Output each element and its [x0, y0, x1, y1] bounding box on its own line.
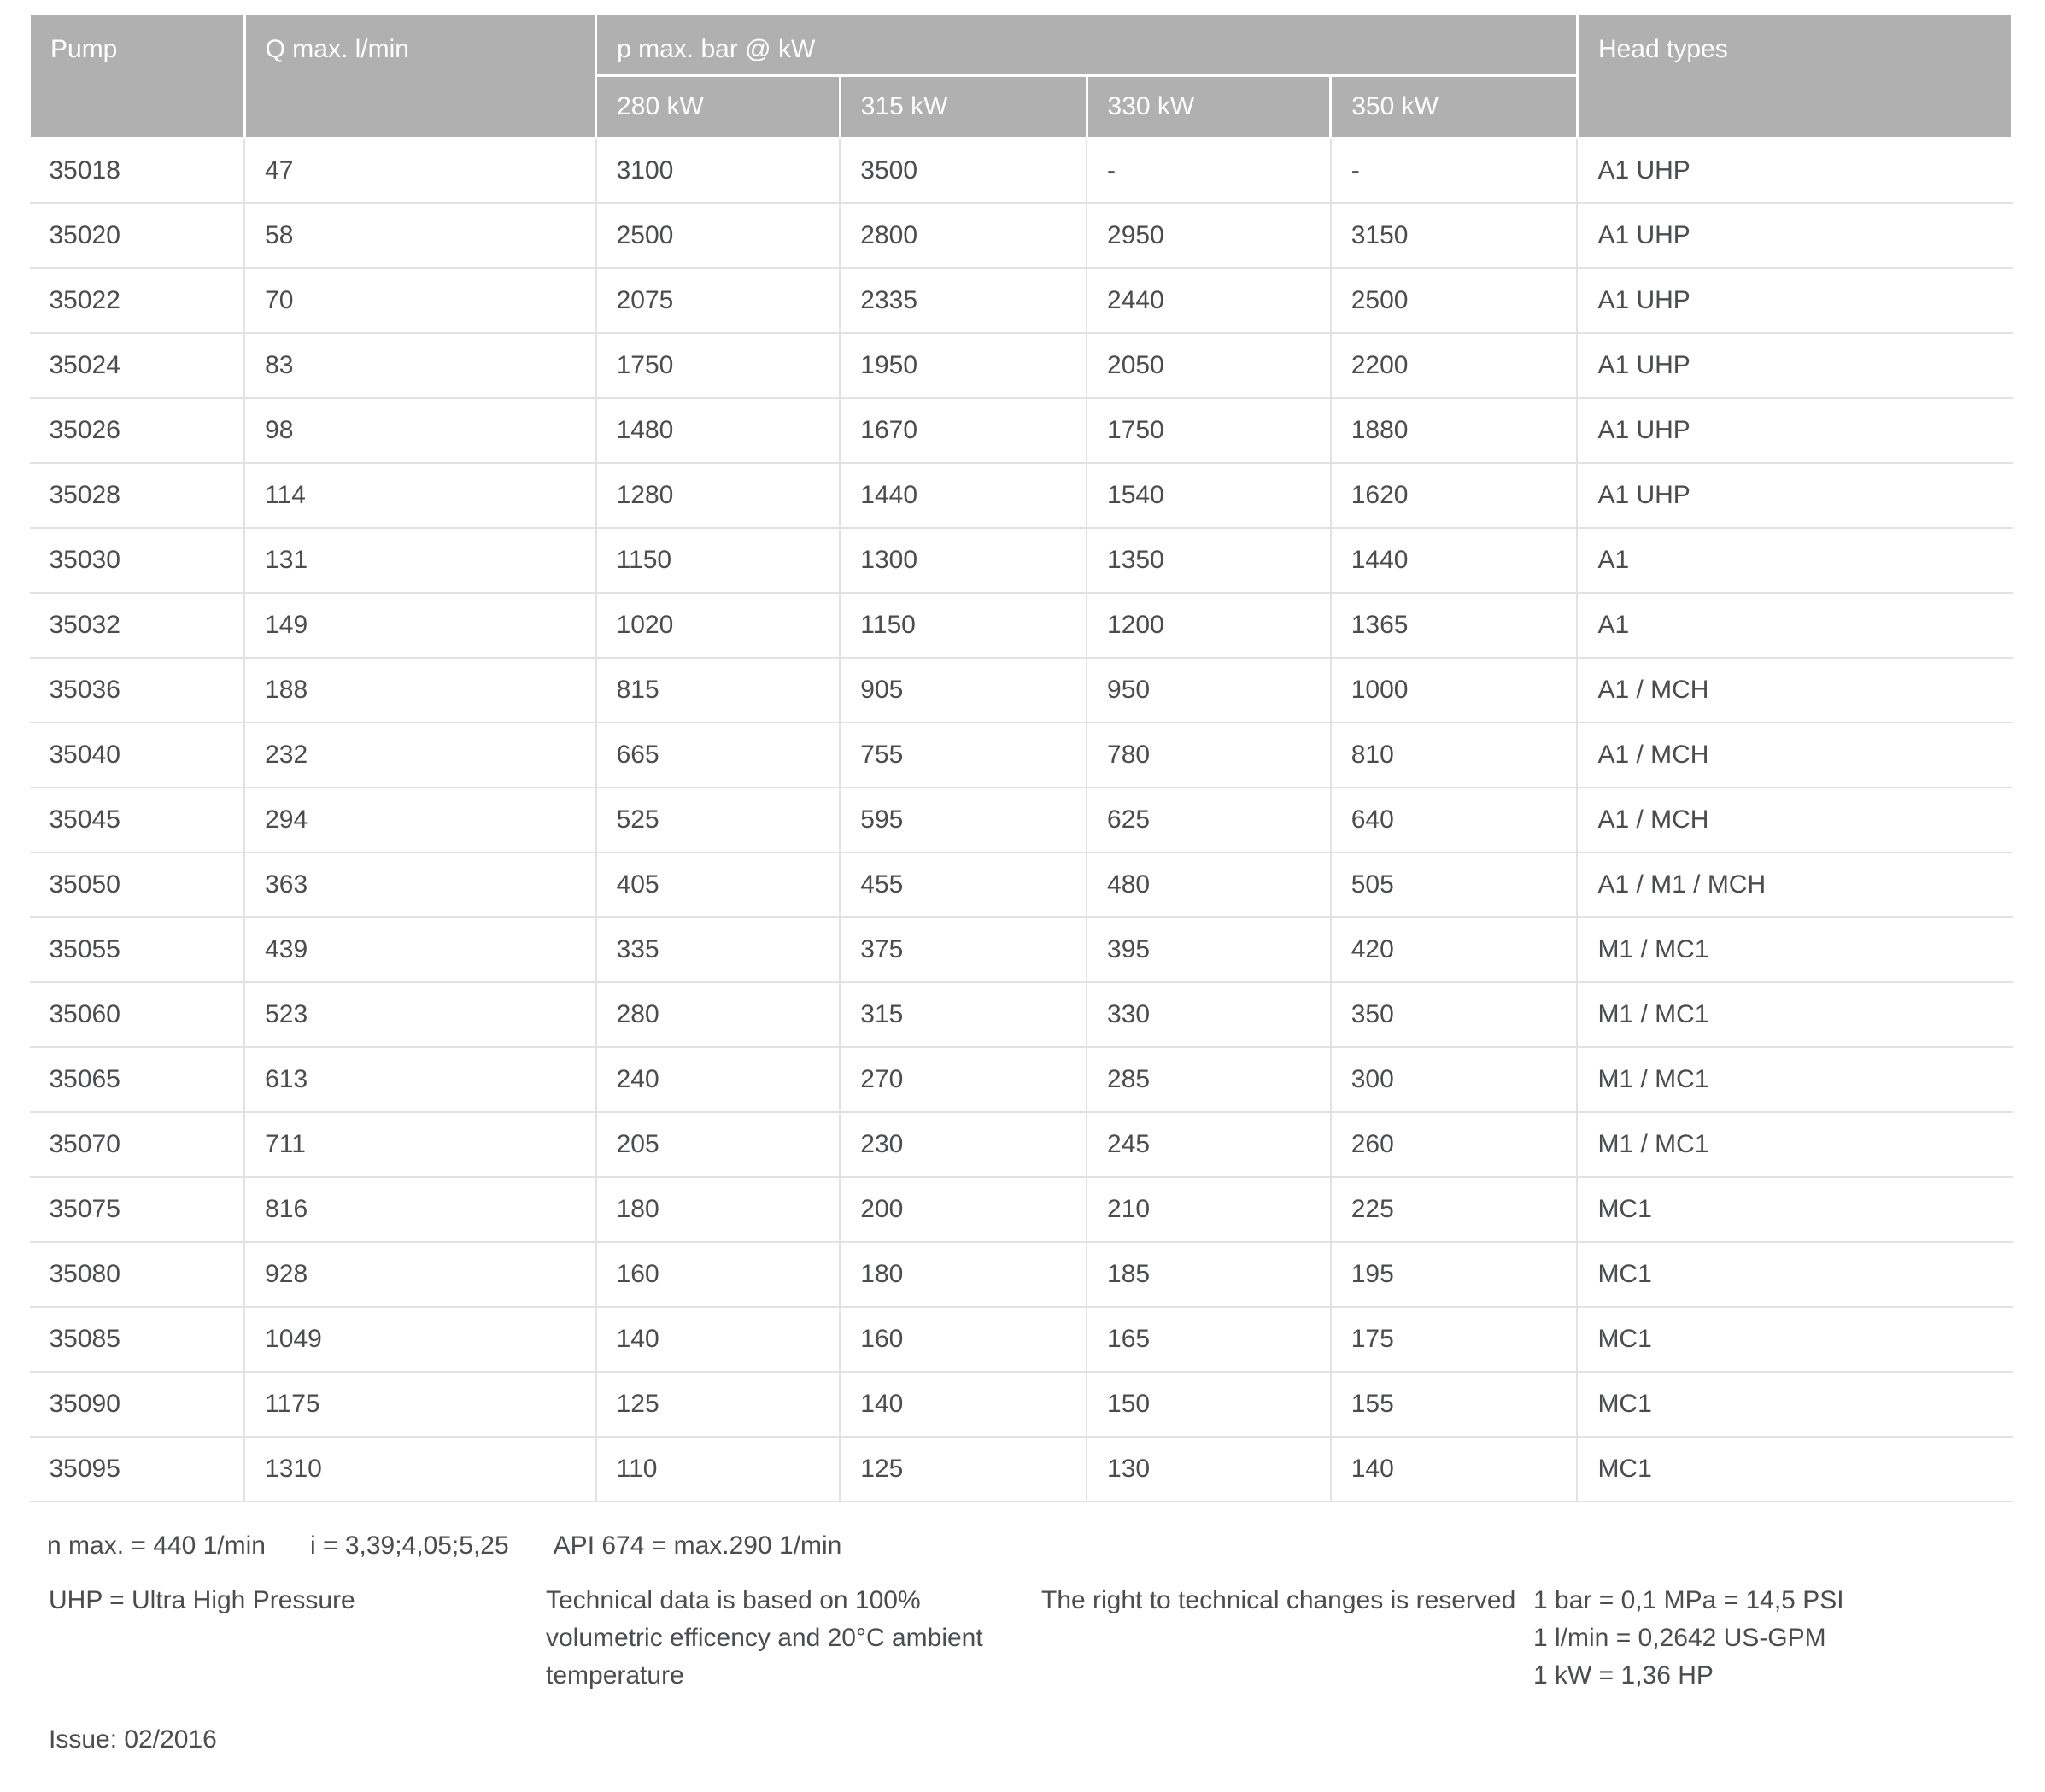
- pump-cell: 35055: [30, 917, 245, 982]
- table-row: [30, 203, 2013, 268]
- p-max-330kw-cell: 1350: [1087, 528, 1331, 593]
- head-types-cell: A1 / M1 / MCH: [1577, 852, 2012, 917]
- p-max-315kw-cell: 160: [840, 1307, 1087, 1372]
- p-max-330kw-cell: 245: [1087, 1112, 1331, 1177]
- p-max-330kw-cell: 150: [1087, 1372, 1331, 1437]
- q-max-cell: 928: [244, 1242, 596, 1307]
- pump-cell: 35045: [30, 788, 245, 852]
- issue-date: Issue: 02/2016: [49, 1725, 217, 1754]
- p-max-350kw-cell: 195: [1331, 1242, 1578, 1307]
- p-max-330kw-cell: 330: [1087, 982, 1331, 1047]
- table-row: [30, 917, 2013, 982]
- p-max-280kw-cell: 3100: [596, 138, 841, 203]
- head-types-cell: A1 UHP: [1577, 203, 2012, 268]
- table-row: [30, 1177, 2013, 1242]
- p-max-315kw-cell: 2335: [840, 268, 1087, 333]
- head-types-cell: A1 / MCH: [1577, 788, 2012, 852]
- table-row: [30, 333, 2013, 398]
- column-header-q-max: Q max. l/min: [244, 14, 596, 138]
- conversion-kw-hp: 1 kW = 1,36 HP: [1533, 1661, 1714, 1690]
- p-max-330kw-cell: 285: [1087, 1047, 1331, 1112]
- p-max-330kw-cell: 1540: [1087, 463, 1331, 528]
- p-max-280kw-cell: 110: [596, 1437, 841, 1502]
- p-max-350kw-cell: -: [1331, 138, 1578, 203]
- head-types-cell: A1: [1577, 528, 2012, 593]
- p-max-330kw-cell: 2950: [1087, 203, 1331, 268]
- p-max-350kw-cell: 1440: [1331, 528, 1578, 593]
- p-max-330kw-cell: 210: [1087, 1177, 1331, 1242]
- p-max-315kw-cell: 1670: [840, 398, 1087, 463]
- table-row: [30, 723, 2013, 788]
- p-max-330kw-cell: 2050: [1087, 333, 1331, 398]
- p-max-330kw-cell: 780: [1087, 723, 1331, 788]
- pump-cell: 35095: [30, 1437, 245, 1502]
- p-max-315kw-cell: 230: [840, 1112, 1087, 1177]
- q-max-cell: 232: [244, 723, 596, 788]
- footnote-api: API 674 = max.290 1/min: [553, 1531, 842, 1560]
- table-row: [30, 1307, 2013, 1372]
- pump-cell: 35020: [30, 203, 245, 268]
- p-max-280kw-cell: 1280: [596, 463, 841, 528]
- pump-data-table-container: [28, 12, 2013, 1502]
- table-body: [30, 138, 2013, 1502]
- pump-cell: 35060: [30, 982, 245, 1047]
- q-max-cell: 114: [244, 463, 596, 528]
- conversion-lmin-gpm: 1 l/min = 0,2642 US-GPM: [1533, 1624, 1826, 1652]
- p-max-280kw-cell: 280: [596, 982, 841, 1047]
- technical-data-note: [546, 1582, 1041, 1695]
- q-max-cell: 58: [244, 203, 596, 268]
- q-max-cell: 47: [244, 138, 596, 203]
- head-types-cell: MC1: [1577, 1437, 2012, 1502]
- header-row-groups: [30, 14, 2013, 76]
- p-max-280kw-cell: 1020: [596, 593, 841, 658]
- p-max-350kw-cell: 225: [1331, 1177, 1578, 1242]
- pump-cell: 35024: [30, 333, 245, 398]
- table-row: [30, 1112, 2013, 1177]
- head-types-cell: MC1: [1577, 1242, 2012, 1307]
- table-row: [30, 1372, 2013, 1437]
- table-row: [30, 463, 2013, 528]
- p-max-280kw-cell: 2500: [596, 203, 841, 268]
- p-max-350kw-cell: 505: [1331, 852, 1578, 917]
- p-max-330kw-cell: 185: [1087, 1242, 1331, 1307]
- table-footnotes: [47, 1531, 886, 1561]
- pump-cell: 35085: [30, 1307, 245, 1372]
- p-max-330kw-cell: 480: [1087, 852, 1331, 917]
- p-max-280kw-cell: 335: [596, 917, 841, 982]
- p-max-280kw-cell: 180: [596, 1177, 841, 1242]
- conversion-bar-psi: 1 bar = 0,1 MPa = 14,5 PSI: [1533, 1586, 1844, 1614]
- q-max-cell: 1310: [244, 1437, 596, 1502]
- q-max-cell: 1175: [244, 1372, 596, 1437]
- p-max-350kw-cell: 2200: [1331, 333, 1578, 398]
- p-max-315kw-cell: 180: [840, 1242, 1087, 1307]
- p-max-315kw-cell: 2800: [840, 203, 1087, 268]
- p-max-350kw-cell: 300: [1331, 1047, 1578, 1112]
- table-row: [30, 852, 2013, 917]
- table-row: [30, 658, 2013, 723]
- q-max-cell: 363: [244, 852, 596, 917]
- p-max-350kw-cell: 640: [1331, 788, 1578, 852]
- footnote-n-max: n max. = 440 1/min: [47, 1531, 266, 1560]
- table-row: [30, 593, 2013, 658]
- head-types-cell: A1 UHP: [1577, 333, 2012, 398]
- pump-cell: 35080: [30, 1242, 245, 1307]
- p-max-280kw-cell: 140: [596, 1307, 841, 1372]
- table-row: [30, 528, 2013, 593]
- q-max-cell: 294: [244, 788, 596, 852]
- q-max-cell: 131: [244, 528, 596, 593]
- p-max-350kw-cell: 1000: [1331, 658, 1578, 723]
- p-max-315kw-cell: 1300: [840, 528, 1087, 593]
- p-max-280kw-cell: 2075: [596, 268, 841, 333]
- p-max-330kw-cell: 130: [1087, 1437, 1331, 1502]
- p-max-315kw-cell: 3500: [840, 138, 1087, 203]
- q-max-cell: 613: [244, 1047, 596, 1112]
- table-row: [30, 1437, 2013, 1502]
- pump-cell: 35026: [30, 398, 245, 463]
- head-types-cell: A1 UHP: [1577, 463, 2012, 528]
- p-max-280kw-cell: 525: [596, 788, 841, 852]
- p-max-330kw-cell: 1750: [1087, 398, 1331, 463]
- pump-cell: 35050: [30, 852, 245, 917]
- p-max-315kw-cell: 1950: [840, 333, 1087, 398]
- p-max-350kw-cell: 155: [1331, 1372, 1578, 1437]
- footnote-gear-ratio: i = 3,39;4,05;5,25: [309, 1531, 509, 1560]
- q-max-cell: 1049: [244, 1307, 596, 1372]
- p-max-350kw-cell: 420: [1331, 917, 1578, 982]
- p-max-330kw-cell: 1200: [1087, 593, 1331, 658]
- pump-cell: 35075: [30, 1177, 245, 1242]
- column-header-330kw: 330 kW: [1087, 76, 1331, 138]
- technical-data-note-line: volumetric efficency and 20°C ambient: [546, 1624, 983, 1652]
- pump-cell: 35028: [30, 463, 245, 528]
- p-max-280kw-cell: 160: [596, 1242, 841, 1307]
- q-max-cell: 83: [244, 333, 596, 398]
- p-max-280kw-cell: 815: [596, 658, 841, 723]
- pump-cell: 35040: [30, 723, 245, 788]
- head-types-cell: M1 / MC1: [1577, 917, 2012, 982]
- q-max-cell: 70: [244, 268, 596, 333]
- head-types-cell: A1 UHP: [1577, 268, 2012, 333]
- column-header-p-max-group: p max. bar @ kW: [596, 14, 1578, 76]
- pump-cell: 35090: [30, 1372, 245, 1437]
- p-max-330kw-cell: -: [1087, 138, 1331, 203]
- p-max-280kw-cell: 665: [596, 723, 841, 788]
- p-max-315kw-cell: 595: [840, 788, 1087, 852]
- q-max-cell: 523: [244, 982, 596, 1047]
- p-max-350kw-cell: 3150: [1331, 203, 1578, 268]
- head-types-cell: MC1: [1577, 1307, 2012, 1372]
- table-row: [30, 268, 2013, 333]
- p-max-280kw-cell: 1750: [596, 333, 841, 398]
- head-types-cell: A1 UHP: [1577, 138, 2012, 203]
- p-max-280kw-cell: 405: [596, 852, 841, 917]
- p-max-330kw-cell: 165: [1087, 1307, 1331, 1372]
- column-header-315kw: 315 kW: [840, 76, 1087, 138]
- p-max-350kw-cell: 1620: [1331, 463, 1578, 528]
- technical-data-note-line: temperature: [546, 1661, 684, 1690]
- pump-cell: 35065: [30, 1047, 245, 1112]
- pump-cell: 35032: [30, 593, 245, 658]
- q-max-cell: 816: [244, 1177, 596, 1242]
- column-header-280kw: 280 kW: [596, 76, 841, 138]
- table-row: [30, 138, 2013, 203]
- column-header-head-types: Head types: [1577, 14, 2012, 138]
- pump-cell: 35018: [30, 138, 245, 203]
- table-header: [30, 14, 2013, 138]
- p-max-315kw-cell: 755: [840, 723, 1087, 788]
- footer-notes: [49, 1582, 2030, 1695]
- p-max-315kw-cell: 315: [840, 982, 1087, 1047]
- rights-reserved-note: The right to technical changes is reserved: [1041, 1586, 1516, 1614]
- p-max-350kw-cell: 2500: [1331, 268, 1578, 333]
- head-types-cell: MC1: [1577, 1177, 2012, 1242]
- table-row: [30, 982, 2013, 1047]
- p-max-350kw-cell: 810: [1331, 723, 1578, 788]
- pump-cell: 35070: [30, 1112, 245, 1177]
- uhp-note: UHP = Ultra High Pressure: [49, 1586, 355, 1614]
- p-max-350kw-cell: 1365: [1331, 593, 1578, 658]
- table-row: [30, 1242, 2013, 1307]
- p-max-280kw-cell: 240: [596, 1047, 841, 1112]
- p-max-315kw-cell: 200: [840, 1177, 1087, 1242]
- head-types-cell: A1 / MCH: [1577, 723, 2012, 788]
- head-types-cell: MC1: [1577, 1372, 2012, 1437]
- q-max-cell: 188: [244, 658, 596, 723]
- q-max-cell: 149: [244, 593, 596, 658]
- p-max-350kw-cell: 175: [1331, 1307, 1578, 1372]
- p-max-315kw-cell: 140: [840, 1372, 1087, 1437]
- p-max-315kw-cell: 125: [840, 1437, 1087, 1502]
- p-max-330kw-cell: 625: [1087, 788, 1331, 852]
- head-types-cell: M1 / MC1: [1577, 1112, 2012, 1177]
- pump-cell: 35036: [30, 658, 245, 723]
- p-max-280kw-cell: 125: [596, 1372, 841, 1437]
- p-max-350kw-cell: 1880: [1331, 398, 1578, 463]
- p-max-315kw-cell: 1440: [840, 463, 1087, 528]
- p-max-315kw-cell: 270: [840, 1047, 1087, 1112]
- p-max-330kw-cell: 395: [1087, 917, 1331, 982]
- q-max-cell: 711: [244, 1112, 596, 1177]
- p-max-350kw-cell: 350: [1331, 982, 1578, 1047]
- q-max-cell: 98: [244, 398, 596, 463]
- p-max-315kw-cell: 905: [840, 658, 1087, 723]
- table-row: [30, 398, 2013, 463]
- unit-conversions: [1533, 1582, 2012, 1695]
- p-max-280kw-cell: 205: [596, 1112, 841, 1177]
- table-row: [30, 1047, 2013, 1112]
- table-row: [30, 788, 2013, 852]
- column-header-pump: Pump: [30, 14, 245, 138]
- p-max-315kw-cell: 1150: [840, 593, 1087, 658]
- column-header-350kw: 350 kW: [1331, 76, 1578, 138]
- p-max-315kw-cell: 455: [840, 852, 1087, 917]
- p-max-280kw-cell: 1480: [596, 398, 841, 463]
- p-max-330kw-cell: 2440: [1087, 268, 1331, 333]
- p-max-330kw-cell: 950: [1087, 658, 1331, 723]
- p-max-315kw-cell: 375: [840, 917, 1087, 982]
- pump-cell: 35030: [30, 528, 245, 593]
- p-max-350kw-cell: 260: [1331, 1112, 1578, 1177]
- p-max-280kw-cell: 1150: [596, 528, 841, 593]
- pumps-table: [28, 12, 2013, 1502]
- p-max-350kw-cell: 140: [1331, 1437, 1578, 1502]
- head-types-cell: M1 / MC1: [1577, 1047, 2012, 1112]
- q-max-cell: 439: [244, 917, 596, 982]
- head-types-cell: M1 / MC1: [1577, 982, 2012, 1047]
- pump-cell: 35022: [30, 268, 245, 333]
- technical-data-note-line: Technical data is based on 100%: [546, 1586, 921, 1614]
- head-types-cell: A1 UHP: [1577, 398, 2012, 463]
- head-types-cell: A1 / MCH: [1577, 658, 2012, 723]
- head-types-cell: A1: [1577, 593, 2012, 658]
